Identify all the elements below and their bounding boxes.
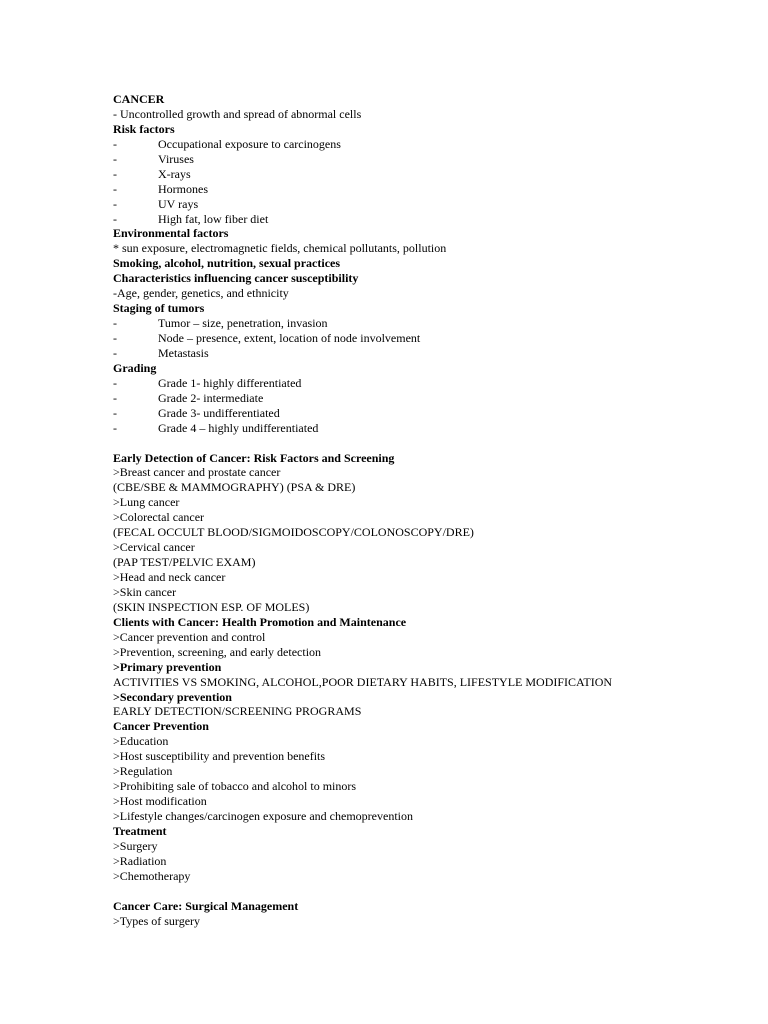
grading-heading: Grading [113, 360, 157, 375]
list-item-text: High fat, low fiber diet [158, 211, 269, 226]
dash-bullet: - [113, 151, 117, 166]
list-item: >Regulation [113, 764, 173, 779]
environmental-text: * sun exposure, electromagnetic fields, chemical pollutants, pollution [113, 241, 447, 256]
list-item [113, 421, 753, 436]
list-item [113, 137, 753, 152]
list-item [113, 152, 753, 167]
document-title: CANCER [113, 92, 165, 106]
list-item: >Prohibiting sale of tobacco and alcohol to minors [113, 779, 357, 794]
surgical-heading: Cancer Care: Surgical Management [113, 898, 299, 913]
list-item-text: Grade 4 – highly undifferentiated [158, 420, 319, 435]
primary-prevention-text: ACTIVITIES VS SMOKING, ALCOHOL,POOR DIETARY HABITS, LIFESTYLE MODIFICATION [113, 674, 613, 689]
blank-line [113, 884, 753, 899]
list-item-text: Grade 2- intermediate [158, 390, 264, 405]
list-item: (SKIN INSPECTION ESP. OF MOLES) [113, 599, 310, 614]
list-item: >Education [113, 734, 169, 749]
dash-bullet: - [113, 316, 117, 331]
primary-prevention-heading: >Primary prevention [113, 659, 222, 674]
list-item: >Host susceptibility and prevention benefits [113, 749, 326, 764]
list-item [113, 316, 753, 331]
dash-bullet: - [113, 211, 117, 226]
list-item [113, 182, 753, 197]
blank-line [113, 436, 753, 451]
list-item [113, 212, 753, 227]
lifestyle-heading: Smoking, alcohol, nutrition, sexual practices [113, 256, 341, 271]
list-item-text: Grade 1- highly differentiated [158, 375, 302, 390]
list-item: >Lifestyle changes/carcinogen exposure and chemoprevention [113, 809, 413, 823]
list-item: (FECAL OCCULT BLOOD/SIGMOIDOSCOPY/COLONOSCOPY/DRE) [113, 525, 474, 540]
list-item: >Cancer prevention and control [113, 629, 266, 644]
list-item-text: Viruses [158, 151, 194, 166]
environmental-heading: Environmental factors [113, 226, 229, 241]
secondary-prevention-text: EARLY DETECTION/SCREENING PROGRAMS [113, 704, 362, 719]
list-item: >Radiation [113, 853, 167, 868]
dash-bullet: - [113, 390, 117, 405]
list-item-text: UV rays [158, 196, 199, 211]
list-item: >Surgery [113, 838, 158, 853]
list-item [113, 391, 753, 406]
list-item: >Types of surgery [113, 913, 201, 928]
secondary-prevention-heading: >Secondary prevention [113, 689, 232, 704]
treatment-heading: Treatment [113, 823, 167, 838]
dash-bullet: - [113, 375, 117, 390]
susceptibility-heading: Characteristics influencing cancer susceptibility [113, 271, 359, 286]
document-body [113, 92, 753, 929]
list-item [113, 346, 753, 361]
list-item: >Skin cancer [113, 584, 177, 599]
list-item-text: Occupational exposure to carcinogens [158, 136, 341, 151]
list-item: >Breast cancer and prostate cancer [113, 465, 281, 480]
list-item: >Colorectal cancer [113, 510, 205, 525]
cancer-prevention-heading: Cancer Prevention [113, 719, 209, 734]
list-item [113, 197, 753, 212]
cancer-definition: - Uncontrolled growth and spread of abnormal cells [113, 106, 362, 121]
dash-bullet: - [113, 166, 117, 181]
early-detection-heading: Early Detection of Cancer: Risk Factors and Screening [113, 450, 395, 465]
dash-bullet: - [113, 196, 117, 211]
list-item-text: Node – presence, extent, location of node involvement [158, 331, 421, 345]
dash-bullet: - [113, 405, 117, 420]
dash-bullet: - [113, 331, 117, 345]
list-item-text: Metastasis [158, 345, 209, 360]
susceptibility-text: -Age, gender, genetics, and ethnicity [113, 286, 289, 301]
list-item: (CBE/SBE & MAMMOGRAPHY) (PSA & DRE) [113, 480, 356, 495]
risk-factors-heading: Risk factors [113, 121, 175, 136]
list-item [113, 167, 753, 182]
list-item: >Head and neck cancer [113, 570, 226, 584]
list-item: >Host modification [113, 794, 207, 809]
dash-bullet: - [113, 181, 117, 196]
health-promotion-heading: Clients with Cancer: Health Promotion and Maintenance [113, 614, 407, 629]
staging-heading: Staging of tumors [113, 301, 205, 316]
list-item [113, 376, 753, 391]
list-item [113, 331, 753, 346]
list-item-text: Tumor – size, penetration, invasion [158, 316, 328, 331]
list-item-text: X-rays [158, 166, 191, 181]
list-item: >Lung cancer [113, 495, 180, 510]
dash-bullet: - [113, 345, 117, 360]
dash-bullet: - [113, 136, 117, 151]
list-item [113, 406, 753, 421]
list-item: >Chemotherapy [113, 868, 191, 883]
dash-bullet: - [113, 420, 117, 435]
list-item: >Prevention, screening, and early detection [113, 644, 322, 659]
list-item: >Cervical cancer [113, 540, 195, 555]
list-item-text: Grade 3- undifferentiated [158, 405, 280, 420]
list-item-text: Hormones [158, 181, 208, 196]
list-item: (PAP TEST/PELVIC EXAM) [113, 555, 256, 570]
